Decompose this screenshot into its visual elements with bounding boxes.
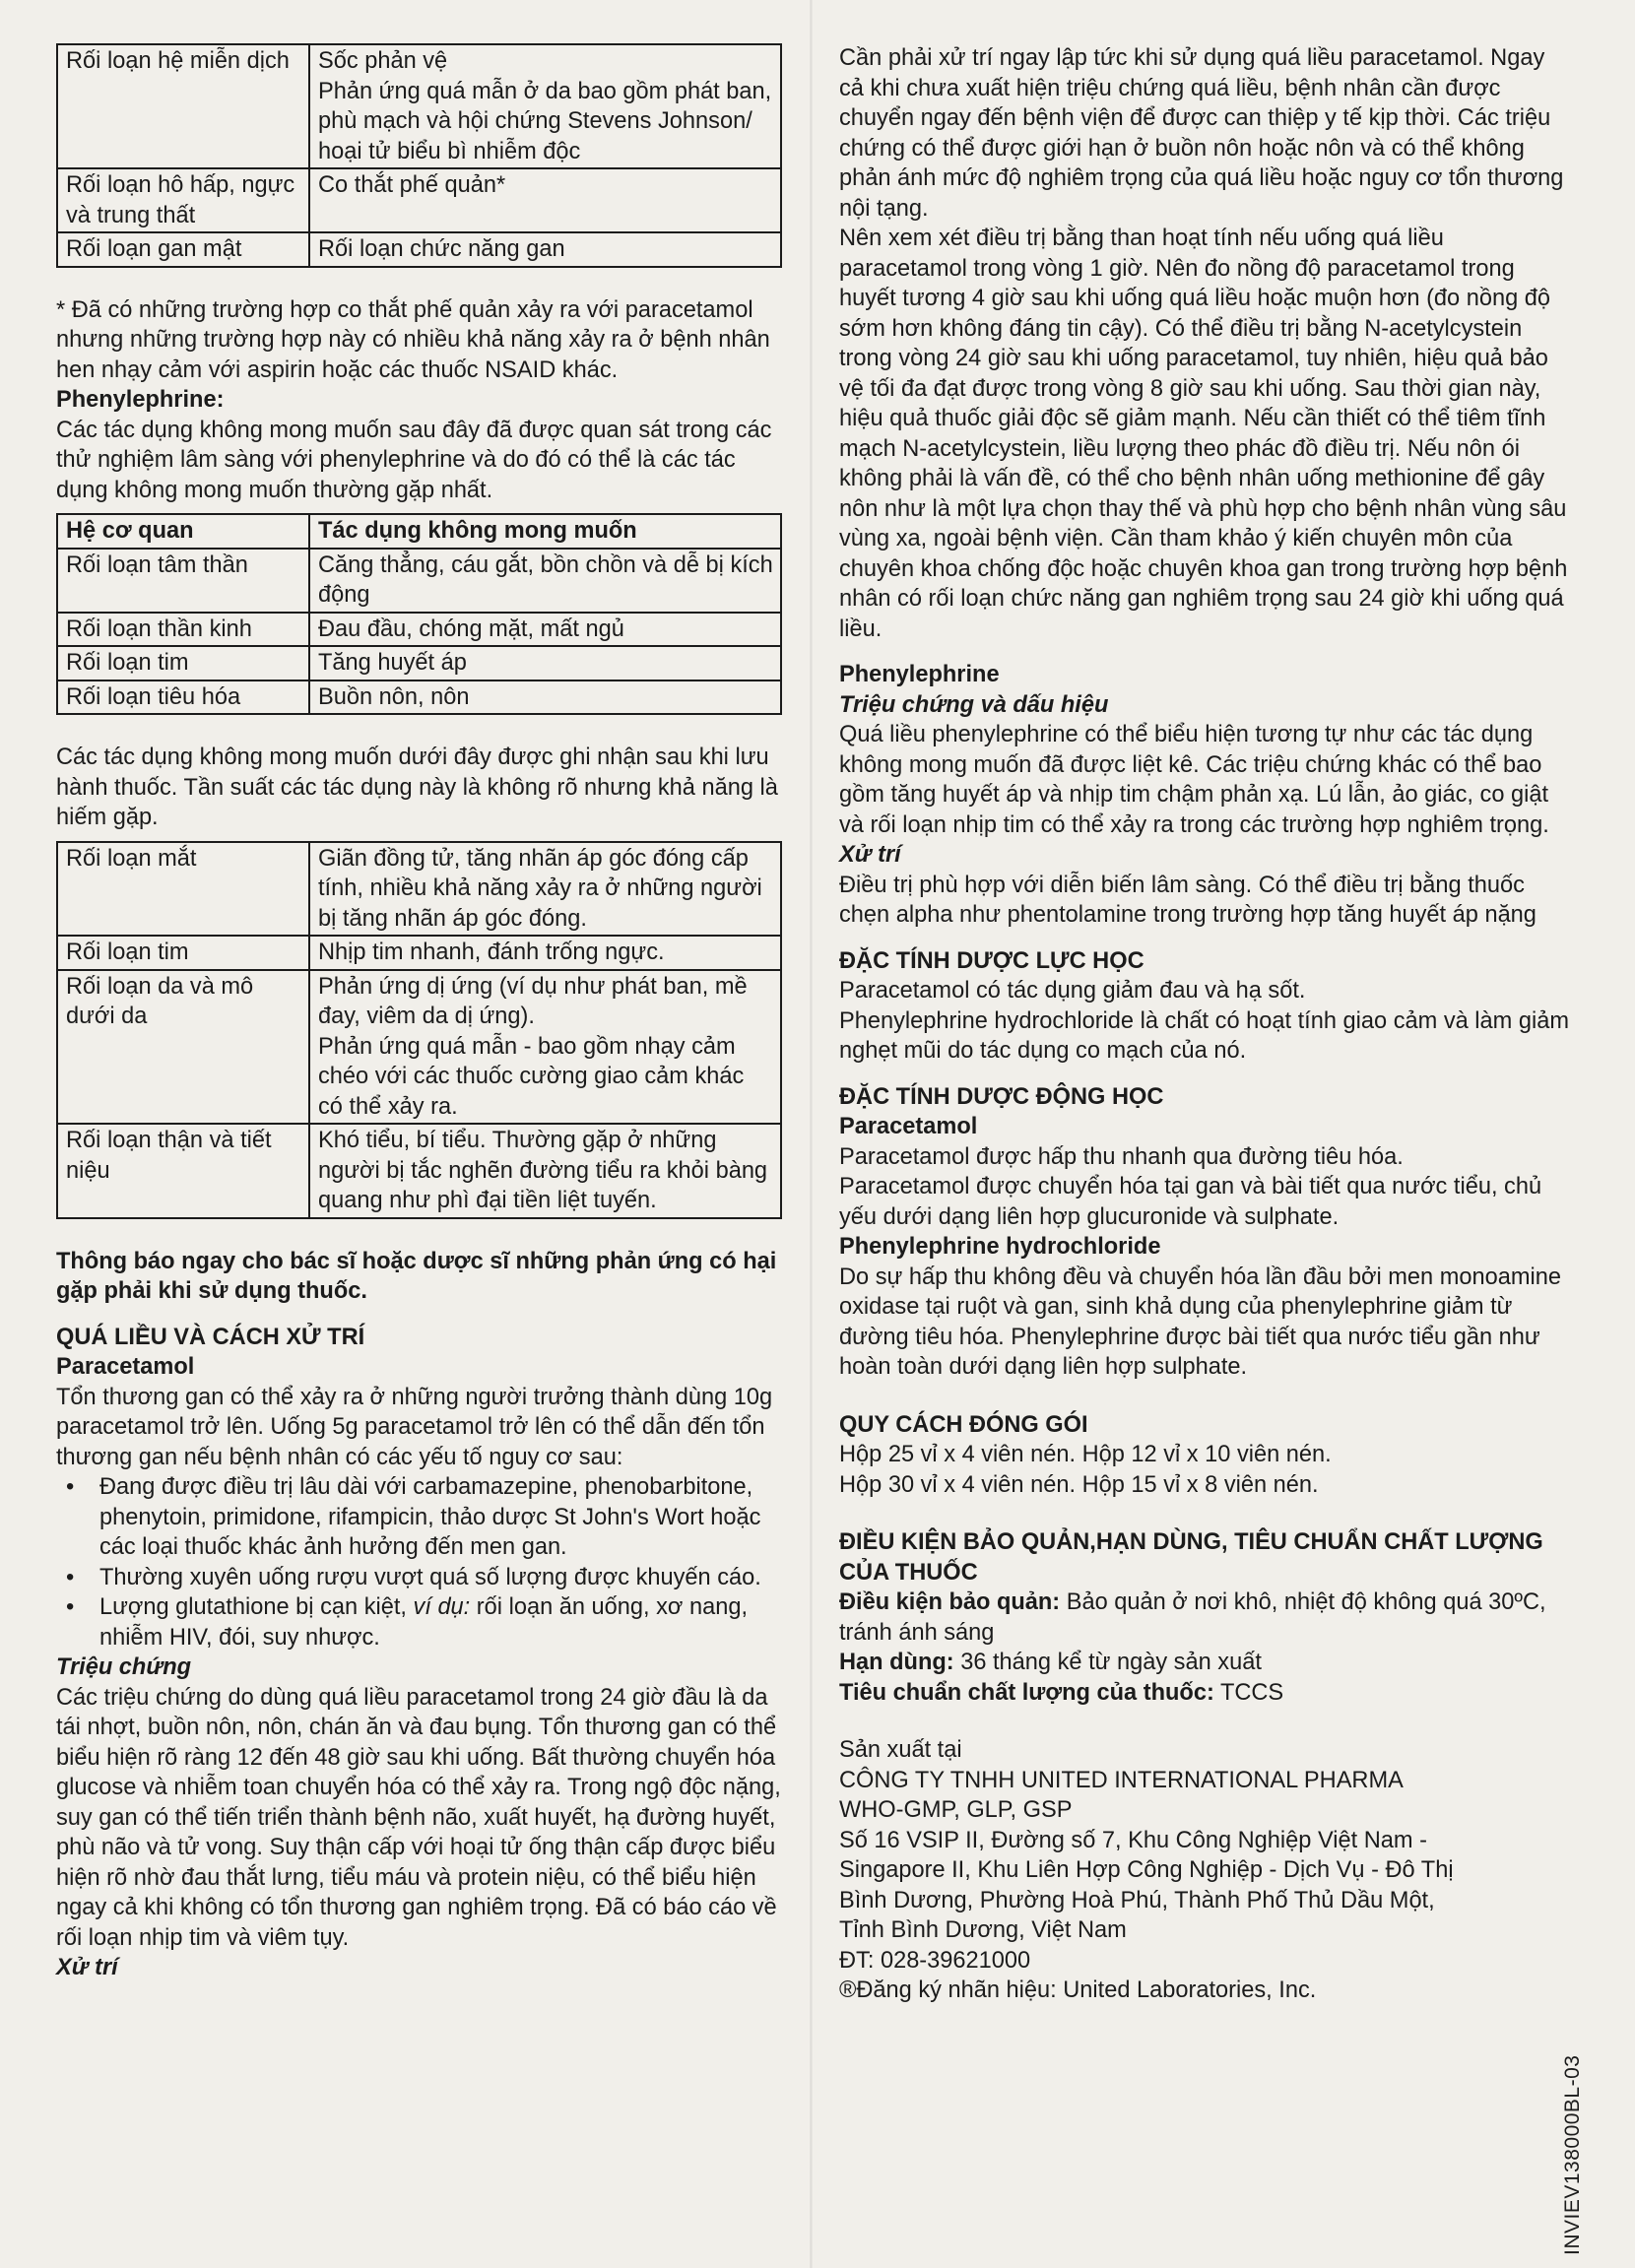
pk-paracetamol-heading: Paracetamol <box>839 1114 978 1139</box>
table-row <box>57 232 781 267</box>
paracetamol-subheading: Paracetamol <box>56 1354 195 1380</box>
table-row <box>57 168 781 232</box>
overdose-treatment-text: Nên xem xét điều trị bằng than hoạt tính nếu uống quá liều paracetamol trong vòng 1 giờ. Nên đo nồng độ paracetamol trong huyết tương 4 giờ sau khi uống quá liều hoặc muộn hơn (đo nồng độ sớm hơn không đáng tin cậy). Có thể điều trị bằng N-acetylcystein trong vòng 24 giờ sau khi uống paracetamol, tuy nhiên, hiệu quả bảo vệ tối đa đạt được trong vòng 8 giờ sau khi uống. Sau thời gian này, hiệu quả thuốc giải độc sẽ giảm mạnh. Nếu cần thiết có thể tiêm tĩnh mạch N-acetylcystein, liều lượng theo phác đồ điều trị. Nếu nôn ói không phải là vấn đề, có thể cho bệnh nhân uống methionine để gây nôn như là một lựa chọn thay thế và phù hợp cho bệnh nhân vùng sâu vùng xa, ngoài bệnh viện. Cần tham khảo ý kiến chuyên môn của chuyên khoa chống độc hoặc chuyên khoa gan trong trường hợp bệnh nhân có rối loạn chức năng gan nghiêm trọng sau 24 giờ khi uống quá liều. <box>839 226 1568 642</box>
effect-cell: Đau đầu, chóng mặt, mất ngủ <box>309 613 781 647</box>
phenylephrine-symptoms-heading: Triệu chứng và dấu hiệu <box>839 691 1109 718</box>
table-row <box>57 613 781 647</box>
effect-cell: Nhịp tim nhanh, đánh trống ngực. <box>309 936 781 970</box>
pk-phenylephrine-heading: Phenylephrine hydrochloride <box>839 1234 1161 1260</box>
packaging-text: Hộp 30 vỉ x 4 viên nén. Hộp 15 vỉ x 8 viên nén. <box>839 1471 1319 1498</box>
manufacturer-line: CÔNG TY TNHH UNITED INTERNATIONAL PHARMA <box>839 1767 1404 1793</box>
standard-line <box>839 1678 1573 1709</box>
list-item-text: Thường xuyên uống rượu vượt quá số lượng được khuyến cáo. <box>99 1564 761 1590</box>
postmarketing-table <box>56 841 782 1219</box>
document-code: INVIEV138000BL-03 <box>1561 2054 1584 2255</box>
bullet-icon: • <box>66 1564 75 1590</box>
manufacturer-line: WHO-GMP, GLP, GSP <box>839 1797 1073 1823</box>
list-item-text: rối loạn ăn uống, xơ nang, nhiễm HIV, đói, suy nhược. <box>99 1594 749 1651</box>
organ-cell: Rối loạn thần kinh <box>57 613 309 647</box>
manufacturer-line: Sản xuất tại <box>839 1737 962 1763</box>
table-row <box>57 680 781 715</box>
organ-cell: Rối loạn thận và tiết niệu <box>57 1124 309 1218</box>
organ-cell: Rối loạn hệ miễn dịch <box>57 44 309 168</box>
expiry-line <box>839 1648 1573 1678</box>
expiry-label: Hạn dùng: <box>839 1650 954 1675</box>
footnote: * Đã có những trường hợp co thắt phế quản xảy ra với paracetamol nhưng những trường hợp này có nhiều khả năng xảy ra ở bệnh nhân hen nhạy cảm với aspirin hoặc các thuốc NSAID khác. <box>56 296 770 383</box>
organ-cell: Rối loạn tim <box>57 936 309 970</box>
list-item <box>56 1592 782 1652</box>
column-header: Tác dụng không mong muốn <box>309 514 781 549</box>
storage-heading: ĐIỀU KIỆN BẢO QUẢN,HẠN DÙNG, TIÊU CHUẨN CHẤT LƯỢNG CỦA THUỐC <box>839 1529 1543 1586</box>
packaging-heading: QUY CÁCH ĐÓNG GÓI <box>839 1411 1088 1438</box>
overdose-heading: QUÁ LIỀU VÀ CÁCH XỬ TRÍ <box>56 1324 365 1350</box>
storage-line <box>839 1588 1573 1648</box>
manufacturer-line: Tỉnh Bình Dương, Việt Nam <box>839 1917 1127 1943</box>
table-row <box>57 646 781 680</box>
effect-cell: Giãn đồng tử, tăng nhãn áp góc đóng cấp tính, nhiều khả năng xảy ra ở những người bị tăng nhãn áp góc đóng. <box>309 842 781 937</box>
effect-cell <box>309 970 781 1125</box>
standard-value: TCCS <box>1213 1679 1284 1706</box>
organ-cell: Rối loạn tiêu hóa <box>57 680 309 715</box>
list-item <box>56 1472 782 1563</box>
organ-cell: Rối loạn tim <box>57 646 309 680</box>
table-row <box>57 44 781 168</box>
effect-line: Phản ứng quá mẫn ở da bao gồm phát ban, phù mạch và hội chứng Stevens Johnson/ hoại tử biểu bì nhiễm độc <box>318 78 772 164</box>
table-row <box>57 549 781 613</box>
list-item-text: Lượng glutathione bị cạn kiệt, <box>99 1594 414 1620</box>
phenylephrine-treatment-text: Điều trị phù hợp với diễn biến lâm sàng. Có thể điều trị bằng thuốc chẹn alpha như phentolamine trong trường hợp tăng huyết áp nặng <box>839 872 1537 928</box>
table-row <box>57 842 781 937</box>
effect-cell: Tăng huyết áp <box>309 646 781 680</box>
notify-text: Thông báo ngay cho bác sĩ hoặc dược sĩ những phản ứng có hại gặp phải khi sử dụng thuốc. <box>56 1248 777 1304</box>
table-row <box>57 1124 781 1218</box>
overdose-management-text: Cần phải xử trí ngay lập tức khi sử dụng quá liều paracetamol. Ngay cả khi chưa xuất hiện triệu chứng quá liều, bệnh nhân cần được chuyển ngay đến bệnh viện để được can thiệp y tế kịp thời. Các triệu chứng có thể được giới hạn ở buồn nôn hoặc nôn và có thể không phản ánh mức độ nghiêm trọng của quá liều hoặc nguy cơ tổn thương nội tạng. <box>839 45 1564 222</box>
pharmacokinetics-heading: ĐẶC TÍNH DƯỢC ĐỘNG HỌC <box>839 1083 1164 1110</box>
bullet-icon: • <box>66 1474 75 1500</box>
expiry-value: 36 tháng kể từ ngày sản xuất <box>953 1650 1262 1675</box>
pk-paracetamol-text: Paracetamol được hấp thu nhanh qua đường tiêu hóa. <box>839 1143 1404 1170</box>
pharmacodynamics-heading: ĐẶC TÍNH DƯỢC LỰC HỌC <box>839 947 1144 974</box>
pk-paracetamol-text: Paracetamol được chuyển hóa tại gan và bài tiết qua nước tiểu, chủ yếu dưới dạng liên hợp glucuronide và sulphate. <box>839 1174 1542 1230</box>
phenylephrine-treatment-heading: Xử trí <box>839 842 901 868</box>
effect-cell <box>309 44 781 168</box>
manufacturer-block <box>839 1735 1573 2006</box>
manufacturer-line: Bình Dương, Phường Hoà Phú, Thành Phố Thủ Dầu Một, <box>839 1887 1435 1913</box>
phenylephrine-symptoms-text: Quá liều phenylephrine có thể biểu hiện tương tự như các tác dụng không mong muốn đã được liệt kê. Các triệu chứng khác có thể bao gồm tăng huyết áp và nhịp tim chậm phản xạ. Lú lẫn, ảo giác, co giật và rối loạn nhịp tim có thể xảy ra trong các trường hợp nghiêm trọng. <box>839 722 1549 838</box>
manufacturer-line: Singapore II, Khu Liên Hợp Công Nghiệp - Dịch Vụ - Đô Thị <box>839 1857 1454 1883</box>
effect-cell: Rối loạn chức năng gan <box>309 232 781 267</box>
effect-cell: Căng thẳng, cáu gắt, bồn chồn và dễ bị kích động <box>309 549 781 613</box>
pk-phenylephrine-text: Do sự hấp thu không đều và chuyển hóa lần đầu bởi men monoamine oxidase tại ruột và gan, sinh khả dụng của phenylephrine giảm từ đường tiêu hóa. Phenylephrine được bài tiết qua nước tiểu gần như hoàn toàn dưới dạng liên hợp sulphate. <box>839 1264 1562 1380</box>
bullet-icon: • <box>66 1594 75 1620</box>
effect-line: Sốc phản vệ <box>318 48 448 74</box>
list-item-text: Đang được điều trị lâu dài với carbamazepine, phenobarbitone, phenytoin, primidone, rifampicin, thảo dược St John's Wort hoặc các loại thuốc khác ảnh hưởng đến men gan. <box>99 1474 761 1560</box>
paper-fold <box>810 0 813 2268</box>
manufacturer-line: Số 16 VSIP II, Đường số 7, Khu Công Nghiệp Việt Nam - <box>839 1827 1427 1853</box>
effect-cell: Buồn nôn, nôn <box>309 680 781 715</box>
symptoms-heading: Triệu chứng <box>56 1654 192 1680</box>
left-column <box>56 43 782 1983</box>
phenylephrine-intro: Các tác dụng không mong muốn sau đây đã được quan sát trong các thử nghiệm lâm sàng với phenylephrine và do đó có thể là các tác dụng không mong muốn thường gặp nhất. <box>56 417 772 503</box>
risk-factor-list <box>56 1472 782 1652</box>
standard-label: Tiêu chuẩn chất lượng của thuốc: <box>839 1679 1214 1706</box>
list-item-emphasis: ví dụ: <box>413 1594 471 1620</box>
organ-cell: Rối loạn tâm thần <box>57 549 309 613</box>
organ-cell: Rối loạn hô hấp, ngực và trung thất <box>57 168 309 232</box>
symptoms-text: Các triệu chứng do dùng quá liều paracetamol trong 24 giờ đầu là da tái nhợt, buồn nôn, nôn, chán ăn và đau bụng. Tổn thương gan có thể biểu hiện rõ ràng 12 đến 48 giờ sau khi uống. Bất thường chuyển hóa glucose và nhiễm toan chuyển hóa có thể xảy ra. Trong ngộ độc nặng, suy gan có thể tiến triển thành bệnh não, xuất huyết, hạ đường huyết, phù não và tử vong. Suy thận cấp với hoại tử ống thận cấp được biểu hiện rõ nhờ đau thắt lưng, tiểu máu và protein niệu, có thể biểu hiện ngay cả khi không có tổn thương gan nghiêm trọng. Đã có báo cáo về rối loạn nhịp tim và viêm tụy. <box>56 1684 781 1951</box>
treatment-heading: Xử trí <box>56 1955 118 1980</box>
effect-line: Phản ứng dị ứng (ví dụ như phát ban, mề đay, viêm da dị ứng). <box>318 973 748 1029</box>
effect-cell: Co thắt phế quản* <box>309 168 781 232</box>
organ-cell: Rối loạn da và mô dưới da <box>57 970 309 1125</box>
right-column <box>839 43 1573 2006</box>
paracetamol-adverse-table <box>56 43 782 268</box>
list-item <box>56 1563 782 1593</box>
column-header: Hệ cơ quan <box>57 514 309 549</box>
organ-cell: Rối loạn gan mật <box>57 232 309 267</box>
manufacturer-line: ®Đăng ký nhãn hiệu: United Laboratories, Inc. <box>839 1977 1317 2003</box>
pharmacodynamics-text: Phenylephrine hydrochloride là chất có hoạt tính giao cảm và làm giảm nghẹt mũi do tác dụng co mạch của nó. <box>839 1007 1570 1064</box>
effect-line: Phản ứng quá mẫn - bao gồm nhạy cảm chéo với các thuốc cường giao cảm khác có thể xảy ra. <box>318 1033 745 1120</box>
pharmacodynamics-text: Paracetamol có tác dụng giảm đau và hạ sốt. <box>839 978 1306 1004</box>
overdose-text: Tổn thương gan có thể xảy ra ở những người trưởng thành dùng 10g paracetamol trở lên. Uống 5g paracetamol trở lên có thể dẫn đến tổn thương gan nếu bệnh nhân có các yếu tố nguy cơ sau: <box>56 1384 773 1470</box>
storage-label: Điều kiện bảo quản: <box>839 1589 1061 1615</box>
table-row <box>57 936 781 970</box>
packaging-text: Hộp 25 vỉ x 4 viên nén. Hộp 12 vỉ x 10 viên nén. <box>839 1442 1332 1467</box>
phenylephrine-heading: Phenylephrine: <box>56 387 225 413</box>
phenylephrine-overdose-heading: Phenylephrine <box>839 662 1000 687</box>
effect-cell: Khó tiểu, bí tiểu. Thường gặp ở những người bị tắc nghẽn đường tiểu ra khỏi bàng quang như phì đại tiền liệt tuyến. <box>309 1124 781 1218</box>
manufacturer-line: ĐT: 028-39621000 <box>839 1947 1031 1974</box>
storage-value: Bảo quản ở nơi khô, nhiệt độ không quá 30ºC, tránh ánh sáng <box>839 1589 1546 1646</box>
postmarketing-text: Các tác dụng không mong muốn dưới đây được ghi nhận sau khi lưu hành thuốc. Tần suất các tác dụng này là không rõ nhưng khả năng là hiếm gặp. <box>56 745 778 830</box>
table-row <box>57 970 781 1125</box>
phenylephrine-adverse-table <box>56 513 782 715</box>
table-header-row <box>57 514 781 549</box>
organ-cell: Rối loạn mắt <box>57 842 309 937</box>
